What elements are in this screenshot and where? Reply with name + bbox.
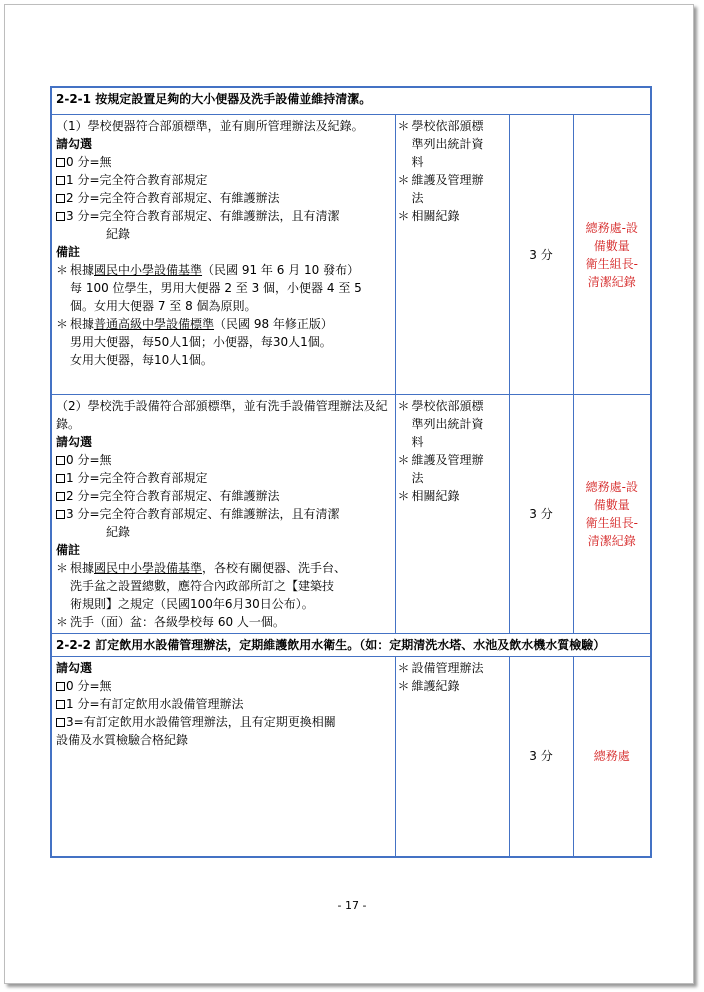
data-item: ＊ 維護紀錄 [397,679,460,693]
note-line: 每 100 位學生，男用大便器 2 至 3 個，小便器 4 至 5 [70,281,362,295]
section-title: 2-2-1 按規定設置足夠的大小便器及洗手設備並維持清潔。 [51,87,651,115]
option-1[interactable]: 1 分=完全符合教育部規定 [56,171,391,189]
responsible-unit: 總務處 [573,657,651,857]
data-item: ＊ 相關紀錄 [397,489,460,503]
note-line: 女用大便器，每10人1個。 [70,353,213,367]
option-0[interactable]: 0 分=無 [56,451,391,469]
score: 3 分 [509,395,573,634]
option-3-continued: 紀錄 [106,525,131,539]
item-intro: （1）學校便器符合部頒標準，並有廁所管理辦法及紀錄。 [56,119,364,133]
checkbox-icon[interactable] [56,456,65,465]
page-number: - 17 - [337,899,367,912]
criteria-table [50,86,652,858]
data-item: ＊ 學校依部頒標 準列出統計資 料 [397,119,484,169]
note-item: ＊ 根據普通高級中學設備標準（民國 98 年修正版） [56,317,333,331]
choose-label: 請勾選 [56,661,93,675]
criteria-content [51,395,395,634]
responsible-unit: 總務處-設 備數量 衛生組長- 清潔紀錄 [573,395,651,634]
data-sources [395,115,509,395]
checkbox-icon[interactable] [56,194,65,203]
checkbox-icon[interactable] [56,176,65,185]
notes-label: 備註 [56,543,81,557]
option-0[interactable]: 0 分=無 [56,677,391,695]
choose-label: 請勾選 [56,137,93,151]
note-line: 洗手盆之設置總數，應符合內政部所訂之【建築技 [70,579,335,593]
data-item: ＊ 相關紀錄 [397,209,460,223]
score: 3 分 [509,115,573,395]
option-1[interactable]: 1 分=完全符合教育部規定 [56,469,391,487]
note-line: 男用大便器，每50人1個；小便器，每30人1個。 [70,335,332,349]
option-2[interactable]: 2 分=完全符合教育部規定、有維護辦法 [56,487,391,505]
note-line: 個。女用大便器 7 至 8 個為原則。 [70,299,257,313]
note-item: ＊ 洗手（面）盆：各級學校每 60 人一個。 [56,615,285,629]
checkbox-icon[interactable] [56,474,65,483]
option-3[interactable]: 3=有訂定飲用水設備管理辦法，且有定期更換相關 [56,713,391,731]
criteria-content [51,115,395,395]
note-item: ＊ 根據國民中小學設備基準，各校有關便器、洗手台、 [56,561,347,575]
checkbox-icon[interactable] [56,510,65,519]
data-sources [395,657,509,857]
section-header-row [51,634,651,657]
note-line: 術規則】之規定（民國100年6月30日公布）。 [70,597,314,611]
section-header-row [51,87,651,115]
option-1[interactable]: 1 分=有訂定飲用水設備管理辦法 [56,695,391,713]
data-item: ＊ 學校依部頒標 準列出統計資 料 [397,399,484,449]
option-3[interactable]: 3 分=完全符合教育部規定、有維護辦法，且有清潔 [56,207,391,225]
data-item: ＊ 維護及管理辦 法 [397,173,484,205]
criteria-row [51,657,651,857]
score: 3 分 [509,657,573,857]
checkbox-icon[interactable] [56,158,65,167]
checkbox-icon[interactable] [56,718,65,727]
note-item: ＊ 根據國民中小學設備基準（民國 91 年 6 月 10 發布） [56,263,360,277]
data-item: ＊ 設備管理辦法 [397,661,484,675]
option-0[interactable]: 0 分=無 [56,153,391,171]
option-3[interactable]: 3 分=完全符合教育部規定、有維護辦法，且有清潔 [56,505,391,523]
data-sources [395,395,509,634]
section-title: 2-2-2 訂定飲用水設備管理辦法，定期維護飲用水衛生。（如：定期清洗水塔、水池及飲水機水質檢驗） [51,634,651,657]
responsible-unit: 總務處-設 備數量 衛生組長- 清潔紀錄 [573,115,651,395]
checkbox-icon[interactable] [56,700,65,709]
checkbox-icon[interactable] [56,212,65,221]
checkbox-icon[interactable] [56,682,65,691]
criteria-row [51,395,651,634]
criteria-row [51,115,651,395]
option-3-continued: 設備及水質檢驗合格紀錄 [56,733,189,747]
checkbox-icon[interactable] [56,492,65,501]
data-item: ＊ 維護及管理辦 法 [397,453,484,485]
option-2[interactable]: 2 分=完全符合教育部規定、有維護辦法 [56,189,391,207]
choose-label: 請勾選 [56,435,93,449]
notes-label: 備註 [56,245,81,259]
option-3-continued: 紀錄 [106,227,131,241]
criteria-content [51,657,395,857]
item-intro: （2）學校洗手設備符合部頒標準，並有洗手設備管理辦法及紀錄。 [56,399,388,431]
